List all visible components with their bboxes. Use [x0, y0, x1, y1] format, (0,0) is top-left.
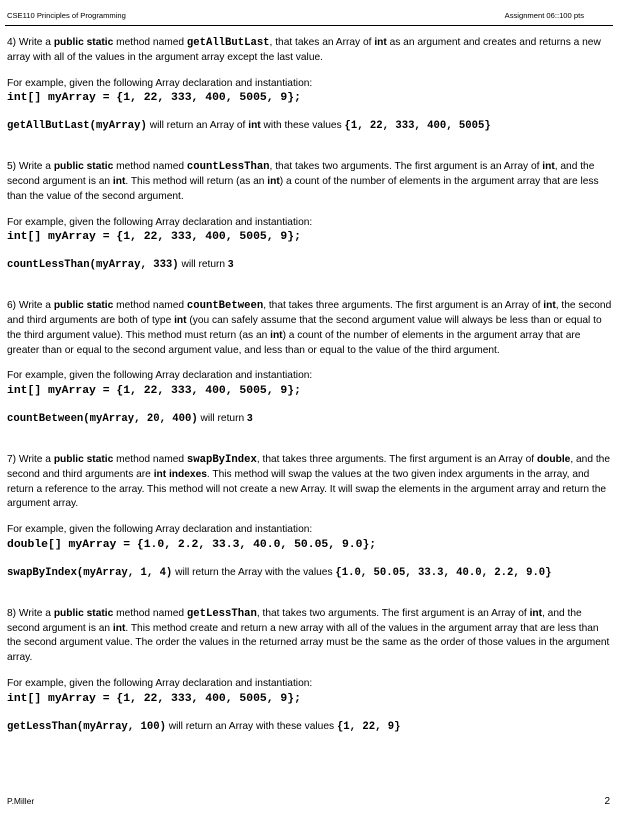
q4-expected-result: getAllButLast(myArray) will return an Array of int with these values {1, 22, 333, 400, 5005}: [7, 120, 491, 133]
q7-expected-result: swapByIndex(myArray, 1, 4) will return the Array with the values {1.0, 50.05, 33.3, 40.0, 2.2, 9.0}: [7, 566, 552, 579]
q5-prompt: 5) Write a public static method named countLessThan, that takes two arguments. The first argument is an Array of int, and the second argument is an int. This method will return (as an int) a count of the number of elements in the argument array that are less than the value of the second argument.: [7, 161, 599, 202]
q8-method-name: getLessThan: [186, 607, 257, 620]
document-body: [7, 36, 612, 735]
q5-expected-result: countLessThan(myArray, 333) will return 3: [7, 259, 234, 272]
q8-array-declaration: int[] myArray = {1, 22, 333, 400, 5005, 9};: [7, 692, 301, 705]
header-rule: [5, 25, 613, 26]
q8-expected-result: getLessThan(myArray, 100) will return an Array with these values {1, 22, 9}: [7, 720, 401, 733]
q8-prompt: 8) Write a public static method named getLessThan, that takes two arguments. The first argument is an Array of int, and the second argument is an int. This method create and return a new array with all of the values in the argument array that are less than the second argument value. The order the values in the returned array must be the same as the order of those values in the argument array.: [7, 607, 610, 664]
q6-example-intro: For example, given the following Array declaration and instantiation:: [7, 370, 313, 382]
header-assignment: Assignment 06::100 pts: [504, 11, 584, 20]
q4-method-name: getAllButLast: [186, 37, 270, 49]
q8-example-intro: For example, given the following Array declaration and instantiation:: [7, 677, 313, 689]
header-course: CSE110 Principles of Programming: [7, 11, 126, 20]
q4-prompt: 4) Write a public static method named getAllButLast, that takes an Array of int as an argument and creates and returns a new array with all of the values in the argument array except the last value.: [7, 37, 601, 63]
page-number: 2: [604, 796, 610, 807]
q5-method-name: countLessThan: [186, 161, 270, 174]
q6-prompt: 6) Write a public static method named countBetween, that takes three arguments. The first argument is an Array of int, the second and third arguments are both of type int (you can safely assume that the second argument value will always be less than or equal to the third argument value). This method must return (as an int) a count of the number of elements in the argument array that are greater than or equal to the second argument value, and less than or equal to the value of the third argument.: [7, 300, 612, 356]
q7-method-name: swapByIndex: [186, 453, 257, 466]
footer-author: P.Miller: [7, 796, 35, 806]
q6-expected-result: countBetween(myArray, 20, 400) will return 3: [7, 413, 253, 426]
q7-example-intro: For example, given the following Array declaration and instantiation:: [7, 524, 313, 536]
q5-example-intro: For example, given the following Array declaration and instantiation:: [7, 216, 313, 228]
q7-array-declaration: double[] myArray = {1.0, 2.2, 33.3, 40.0, 50.05, 9.0};: [7, 538, 377, 551]
q4-array-declaration: int[] myArray = {1, 22, 333, 400, 5005, 9};: [7, 92, 301, 105]
q5-array-declaration: int[] myArray = {1, 22, 333, 400, 5005, 9};: [7, 231, 301, 244]
q6-method-name: countBetween: [186, 300, 264, 313]
q7-prompt: 7) Write a public static method named swapByIndex, that takes three arguments. The first argument is an Array of double, and the second and third arguments are int indexes. This method will swap the values at the two given index arguments in the array, and return a reference to the array. This method will not create a new Array. It will swap the elements in the argument array and return the argument array.: [7, 453, 610, 510]
q6-array-declaration: int[] myArray = {1, 22, 333, 400, 5005, 9};: [7, 385, 301, 398]
q4-example-intro: For example, given the following Array declaration and instantiation:: [7, 77, 313, 89]
